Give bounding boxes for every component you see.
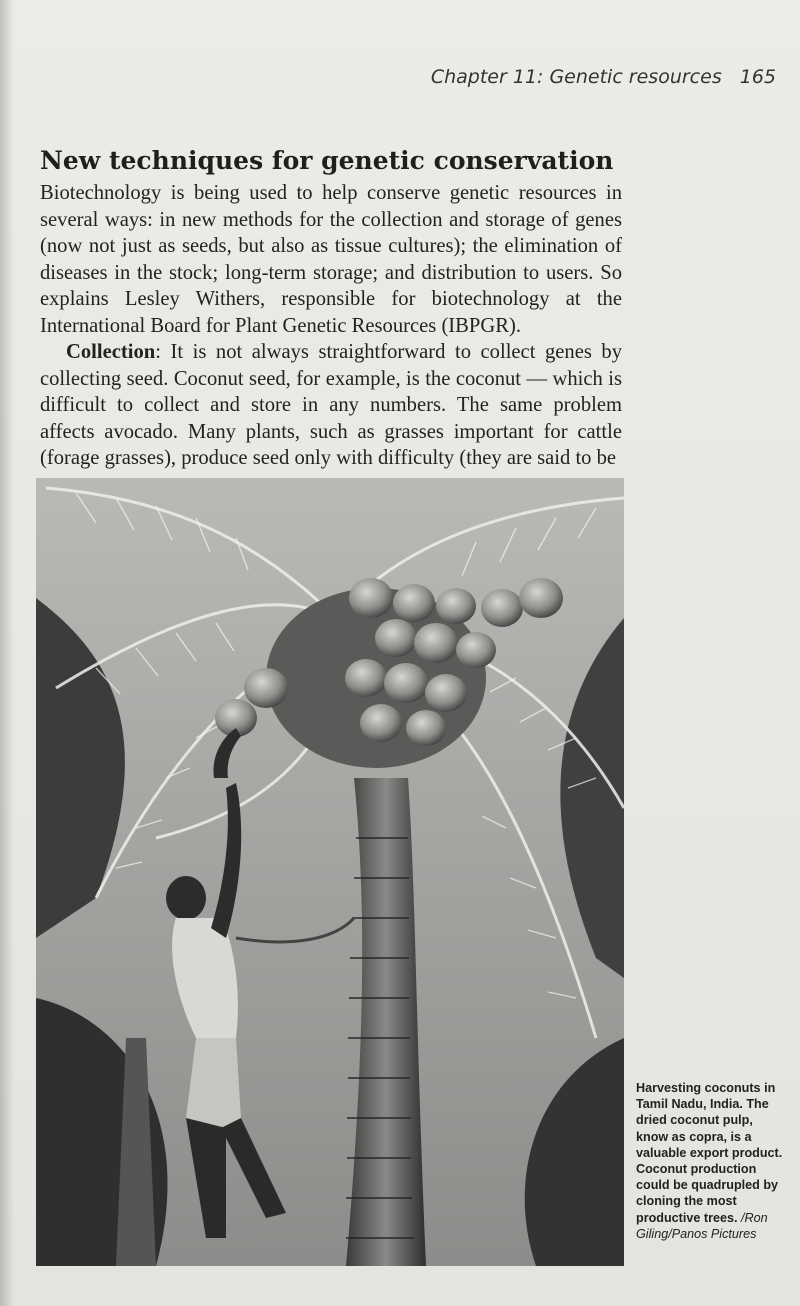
coconut-harvest-photo: [36, 478, 624, 1266]
page-number: 165: [739, 66, 776, 88]
body-text: [40, 180, 622, 472]
photo-illustration: [36, 478, 624, 1266]
photo-credit: /Ron Giling/Panos Pictures: [636, 1210, 768, 1241]
spine-shadow: [0, 0, 14, 1306]
section-heading: New techniques for genetic conservation: [40, 146, 614, 175]
paragraph-collection-text: : It is not always straightforward to collect genes by collecting seed. Coconut seed, for example, is the coconut — which is difficult to collect and store in any numbers. The same problem affects avocado. Many plants, such as grasses important for cattle (forage grasses), produce seed only with difficulty (they are said to be: [40, 341, 622, 469]
runin-heading-collection: Collection: [66, 341, 156, 363]
chapter-title: Chapter 11: Genetic resources: [430, 66, 722, 88]
paragraph-collection: [40, 339, 622, 472]
caption-text: Harvesting coconuts in Tamil Nadu, India. The dried coconut pulp, know as copra, is a valuable export product. Coconut production could be quadrupled by cloning the most productive trees.: [636, 1081, 783, 1225]
running-head: [431, 66, 776, 88]
paragraph-intro: Biotechnology is being used to help conserve genetic resources in several ways: in new methods for the collection and storage of genes (now not just as seeds, but also as tissue cultures); the elimination of diseases in the stock; long-term storage; and distribution to users. So explains Lesley Withers, responsible for biotechnology at the International Board for Plant Genetic Resources (IBPGR).: [40, 182, 622, 337]
photo-caption: [636, 1080, 788, 1242]
